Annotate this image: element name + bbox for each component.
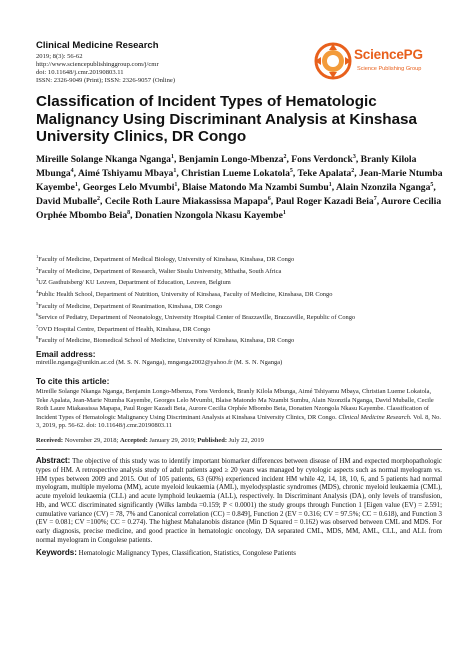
author-separator: ,	[100, 195, 105, 207]
received-date: November 29, 2018;	[63, 437, 120, 444]
author-name: Fons Verdonck	[291, 154, 353, 166]
affiliation-number: 1	[36, 254, 39, 259]
journal-issue: 2019; 8(3): 56-62	[36, 53, 83, 60]
affiliation-number: 5	[36, 300, 39, 306]
author-name: Paul Roger Kazadi Beia	[275, 195, 374, 207]
author-separator: ,	[130, 209, 135, 221]
author-affiliation-marker: 1	[173, 167, 177, 174]
author-affiliation-marker: 2	[351, 167, 355, 174]
affiliation-item	[36, 300, 446, 312]
author-affiliation-marker: 6	[267, 195, 271, 202]
paper-title: Classification of Incident Types of Hematologic Malignancy Using Discriminant Analysis at Kinshasa University Clinics, DR Congo	[36, 93, 417, 145]
affiliation-text: Faculty of Medicine, Department of Research, Walter Sisulu University, Mthatha, South Africa	[38, 267, 282, 275]
accepted-date: January 29, 2019;	[147, 437, 198, 444]
author-separator: ,	[354, 168, 360, 180]
author-affiliation-marker: 2	[283, 154, 287, 160]
author-list	[36, 152, 446, 221]
author-name: Aurore Cecilia Orphée Mbombo Beia	[36, 195, 442, 221]
author-name: Benjamin Longo-Mbenza	[178, 154, 284, 166]
author-name: Christian Lueme Lokatola	[181, 168, 290, 180]
section-divider	[36, 449, 442, 450]
author-name: Donatien Nzongola Nkasu Kayembe	[134, 209, 283, 221]
sciencepg-logo-icon	[313, 42, 353, 80]
author-affiliation-marker: 7	[373, 195, 377, 202]
journal-title: Clinical Medicine Research	[36, 40, 159, 51]
journal-issn: ISSN: 2326-9049 (Print); ISSN: 2326-9057 (Online)	[36, 77, 176, 84]
accepted-label: Accepted:	[119, 437, 148, 444]
author-separator: ,	[355, 154, 361, 166]
author-name: Georges Lelo Mvumbi	[82, 181, 175, 193]
citation-body: Mireille Solange Nkanga Nganga, Benjamin Longo-Mbenza, Fons Verdonck, Branly Kilola Mbunga, Aimé Tshiyamu Mbaya, Christian Lueme Lokatola, Teke Apalata, Jean-Marie Ntumba Kayembe, Georges Lelo Mvumbi, Blaise Matondo Ma Nzambi Sumbu, Alain Nzonzila Nganga, David Muballe, Cecile Roth Laure Miakassissa Mapapa, Paul Roger Kazadi Beia, Aurore Cecilia Orphée Mbombo Beia, Donatien Nzongola Nkasu Kayembe. Classification of Incident Types of Hematologic Malignancy Using Discriminant Analysis at Kinshasa University Clinics, DR Congo.	[36, 388, 434, 421]
published-date: July 22, 2019	[227, 437, 264, 444]
author-affiliation-marker: 1	[282, 209, 286, 216]
author-name: Blaise Matondo Ma Nzambi Sumbu	[182, 181, 329, 193]
affiliation-text: Public Health School, Department of Nutrition, University of Kinshasa, Faculty of Medicine, Kinshasa, DR Congo	[38, 291, 333, 298]
affiliation-item	[36, 323, 446, 335]
affiliation-item	[36, 334, 446, 346]
journal-header	[36, 40, 286, 85]
keywords	[36, 548, 442, 557]
citation-text	[36, 388, 442, 431]
author-separator: ,	[73, 168, 78, 180]
author-affiliation-marker: 3	[352, 154, 356, 160]
affiliation-number: 6	[36, 312, 39, 318]
author-name: Aimé Tshiyamu Mbaya	[77, 168, 174, 180]
logo-tagline: Science Publishing Group	[357, 66, 422, 72]
author-affiliation-marker: 2	[97, 195, 101, 202]
author-separator: ,	[77, 181, 83, 193]
author-name: Branly Kilola Mbunga	[36, 154, 417, 180]
citation-tail[interactable]: Vol. 8, No. 3, 2019, pp. 56-62. doi: 10.11648/j.cmr.20190803.11	[36, 413, 441, 429]
author-affiliation-marker: 5	[430, 181, 434, 188]
received-label: Received:	[36, 437, 64, 444]
keywords-text: Hematologic Malignancy Types, Classification, Statistics, Congolese Patients	[76, 549, 296, 557]
affiliation-text: Faculty of Medicine, Department of Medical Biology, University of Kinshasa, Kinshasa, DR Congo	[38, 256, 295, 264]
affiliation-number: 3	[36, 277, 39, 283]
affiliation-item	[36, 276, 446, 288]
affiliation-number: 2	[36, 265, 39, 271]
author-separator: ,	[177, 181, 183, 193]
author-separator: ,	[286, 154, 292, 166]
abstract	[36, 457, 442, 545]
abstract-label: Abstract:	[36, 456, 71, 465]
author-affiliation-marker: 1	[170, 154, 174, 160]
author-name: Jean-Marie Ntumba Kayembe	[36, 168, 443, 193]
affiliation-text: Faculty of Medicine, Department of Reanimation, Kinshasa, DR Congo	[38, 302, 222, 310]
affiliation-number: 4	[36, 288, 39, 294]
author-name: Mireille Solange Nkanga Nganga	[36, 154, 171, 166]
author-affiliation-marker: 5	[289, 167, 293, 174]
author-separator: ,	[292, 168, 298, 180]
email-heading: Email address:	[36, 349, 96, 359]
author-name: David Muballe	[36, 195, 98, 207]
affiliation-text: OVD Hospital Centre, Department of Health, Kinshasa, DR Congo	[38, 325, 211, 333]
cite-heading: To cite this article:	[36, 376, 110, 386]
abstract-text: The objective of this study was to identify important biomarker differences between disease of HM and expected morphopathologic types of HM. A retrospective analysis study of adult patients aged ≥ 20 years was managed by cytologic aspects such as normal myelogram vs. HM types between 2009 and 2015. Out of 105 patients, 63 (60%) experienced incident HM while 42, 14, 18, 10, 6, and 5 patients had normal myelogram, multiple myeloma (MM), acute myeloid leukaemia (AML), myelodysplastic syndromes (MDS), chronic myeloid leukaemia (CML), acute myeloid leukaemia (CLL) and acute lymphoid leukaemia (ALL), respectively. In Discriminant Analysis (DA), only levels of transfusion, Hb, and WCC discriminated significantly (Wilks lambda =0.159; P < 0.0001) the study groups through Function 1 [Eigen value (EV) = 2.591; cumulative variance (CV) = 78, 7% and Canonical correlation (CC) = 0.849], Function 2 (EV = 0.316; CV = 97.5%; CC = 0.618), and Function 3 (EV = 0.081; CV =100%; CC = 0.274). The highest Mahalanobis distance (Min D Squared = 0.162) was observed between CML and MDS. For early diagnosis, precise medicine, and good practice in hematologic oncology, DA separated CML, MDS, MM, AML, CLL, and ALL from normal myelogram in Congolese patients.	[36, 457, 442, 544]
author-separator: ,	[331, 181, 337, 193]
affiliation-text: Service of Pediatry, Department of Neonatology, University Hospital Center of Brazzaville, Brazzaville, Republic of Congo	[38, 314, 356, 322]
author-separator: ,	[433, 181, 436, 193]
author-affiliation-marker: 8	[127, 209, 131, 216]
affiliation-list	[36, 253, 446, 346]
logo-wordmark: SciencePG	[354, 47, 423, 62]
author-name: Teke Apalata	[297, 168, 352, 180]
author-separator: ,	[376, 195, 381, 207]
author-affiliation-marker: 1	[328, 181, 332, 188]
author-name: Alain Nzonzila Nganga	[336, 181, 431, 193]
affiliation-item	[36, 253, 446, 265]
affiliation-item	[36, 265, 446, 277]
author-affiliation-marker: 4	[70, 167, 74, 174]
keywords-label: Keywords:	[36, 548, 77, 557]
journal-doi: doi: 10.11648/j.cmr.20190803.11	[36, 69, 124, 76]
email-addresses[interactable]: mireille.nganga@unikin.ac.cd (M. S. N. Nganga), mnganga2002@yahoo.fr (M. S. N. Nganga)	[36, 359, 283, 366]
publication-dates	[36, 437, 446, 444]
author-name: Cecile Roth Laure Miakassissa Mapapa	[104, 195, 268, 207]
author-separator: ,	[270, 195, 276, 207]
affiliation-text: Faculty of Medicine, Biomedical School of Medicine, University of Kinshasa, Kinshasa, DR Congo	[38, 337, 295, 345]
journal-url[interactable]: http://www.sciencepublishinggroup.com/j/cmr	[36, 61, 159, 68]
author-affiliation-marker: 1	[174, 181, 178, 188]
affiliation-text: UZ Gasthuisberg/ KU Leuven, Department of Education, Leuven, Belgium	[38, 279, 231, 287]
author-affiliation-marker: 1	[74, 181, 78, 188]
affiliation-item	[36, 288, 446, 300]
author-separator: ,	[176, 168, 182, 180]
author-separator: ,	[173, 154, 179, 166]
affiliation-item	[36, 311, 446, 323]
affiliation-number: 8	[36, 335, 39, 341]
citation-journal: Clinical Medicine Research.	[338, 413, 412, 421]
affiliation-number: 7	[36, 323, 39, 329]
published-label: Published:	[197, 437, 228, 444]
sciencepg-logo	[313, 42, 441, 80]
